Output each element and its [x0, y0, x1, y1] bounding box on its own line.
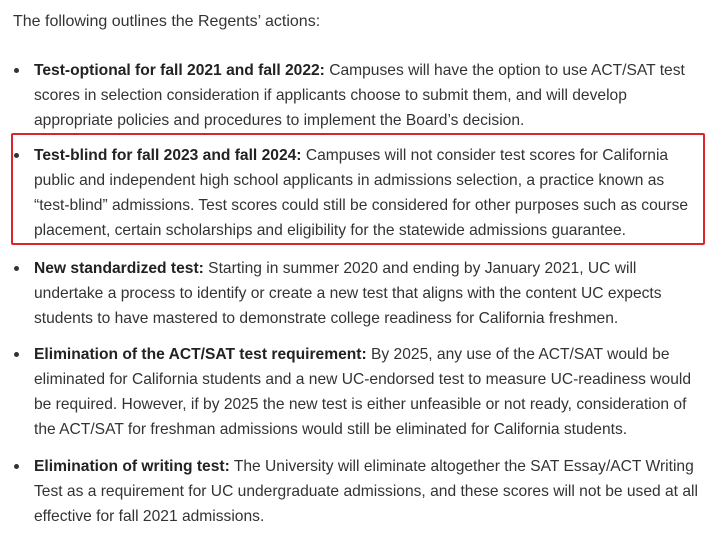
list-item-elimination-writing-test — [34, 454, 702, 529]
list-item-test-blind — [34, 143, 702, 243]
item-text: The University will eliminate altogether the SAT Essay/ACT Writing Test as a requirement for UC undergraduate admissions, and these scores will not be used at all effective for fall 2021 admissions. — [34, 458, 698, 525]
intro-text: The following outlines the Regents’ actions: — [13, 13, 321, 30]
item-title: Elimination of the ACT/SAT test requirement: — [34, 346, 367, 363]
list-item-test-optional — [34, 58, 702, 133]
item-title: Elimination of writing test: — [34, 458, 230, 475]
item-text: Campuses will not consider test scores for California public and independent high school applicants in admissions selection, a practice known as “test-blind” admissions. Test scores could still be considered for other purposes such as course placement, certain scholarships and eligibility for the statewide admissions guarantee. — [34, 147, 689, 239]
item-title: Test-optional for fall 2021 and fall 2022: — [34, 62, 325, 79]
item-title: New standardized test: — [34, 260, 204, 277]
item-text: By 2025, any use of the ACT/SAT would be eliminated for California students and a new UC-endorsed test to measure UC-readiness would be required. However, if by 2025 the new test is either unfeasible or not ready, consideration of the ACT/SAT for freshman admissions would still be eliminated for California students. — [34, 346, 692, 438]
item-text: Starting in summer 2020 and ending by January 2021, UC will undertake a process to identify or create a new test that aligns with the content UC expects students to have mastered to demonstrate college readiness for California freshmen. — [34, 260, 662, 327]
list-item-elimination-act-sat — [34, 342, 702, 442]
list-item-new-standardized-test — [34, 256, 702, 331]
item-title: Test-blind for fall 2023 and fall 2024: — [34, 147, 302, 164]
item-text: Campuses will have the option to use ACT/SAT test scores in selection consideration if applicants choose to submit them, and will develop appropriate policies and procedures to implement the Board’s decision. — [34, 62, 685, 129]
